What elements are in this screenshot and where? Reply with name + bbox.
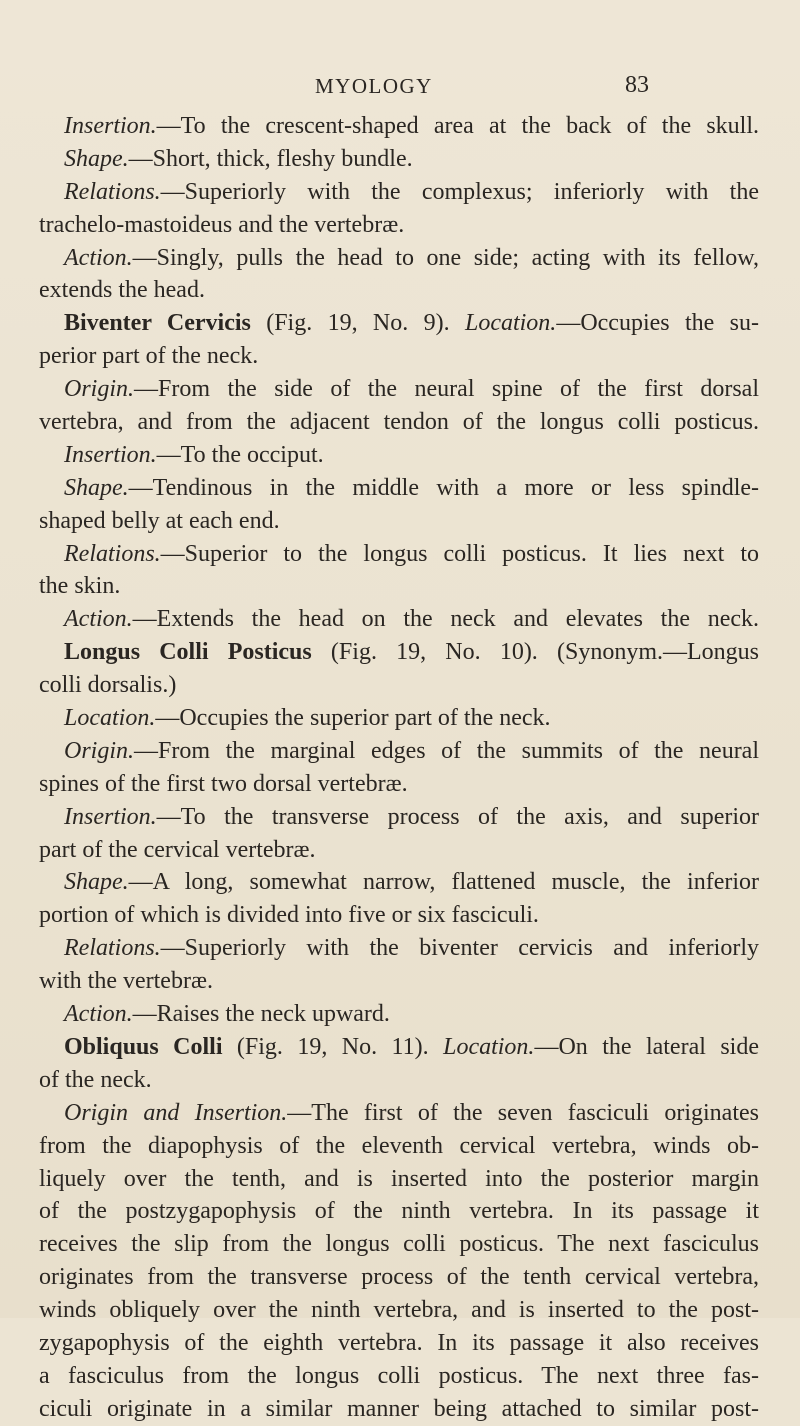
text-line: [39, 570, 759, 603]
text-line: [39, 768, 759, 801]
text-segment: of the neck.: [39, 1066, 152, 1093]
text-segment: —From the marginal edges of the summits of the neural: [134, 737, 759, 764]
field-label: Insertion.: [64, 441, 157, 468]
text-line: [39, 1393, 759, 1426]
muscle-name: Longus Colli Posticus: [64, 639, 312, 666]
field-label: Action.: [64, 1001, 133, 1028]
field-label: Action.: [64, 606, 133, 633]
text-line: [39, 636, 759, 669]
text-segment: spines of the first two dorsal vertebræ.: [39, 770, 408, 797]
field-label: Origin.: [64, 737, 135, 764]
field-label: Relations.: [64, 935, 161, 962]
text-segment: extends the head.: [39, 277, 205, 304]
field-label: Location.: [443, 1033, 535, 1060]
text-segment: —From the side of the neural spine of the first dorsal: [134, 376, 759, 403]
text-line: [39, 1097, 759, 1130]
text-segment: colli dorsalis.): [39, 672, 177, 699]
text-segment: from the diapophysis of the eleventh cervical vertebra, winds ob-: [39, 1132, 759, 1159]
text-segment: —Tendinous in the middle with a more or less spindle-: [128, 474, 759, 501]
text-line: [39, 866, 759, 899]
text-segment: the skin.: [39, 573, 121, 600]
text-line: [39, 340, 759, 373]
text-segment: —Occupies the su-: [556, 310, 759, 337]
text-line: [39, 834, 759, 867]
text-line: [39, 1360, 759, 1393]
text-segment: —On the lateral side: [534, 1033, 759, 1060]
field-label: Location.: [464, 310, 557, 337]
field-label: Location.: [64, 705, 156, 732]
text-segment: liquely over the tenth, and is inserted into the posterior margin: [39, 1165, 759, 1192]
text-segment: (Fig. 19, No. 9).: [250, 310, 465, 337]
text-line: [39, 1261, 759, 1294]
text-segment: shaped belly at each end.: [39, 507, 280, 534]
text-segment: —A long, somewhat narrow, flattened muscle, the inferior: [128, 869, 759, 896]
text-line: [39, 899, 759, 932]
text-segment: trachelo-mastoideus and the vertebræ.: [39, 211, 405, 238]
body-text: [39, 110, 759, 1426]
text-line: [39, 1163, 759, 1196]
text-line: [39, 1130, 759, 1163]
text-line: [39, 242, 759, 275]
text-line: [39, 1195, 759, 1228]
text-segment: of the postzygapophysis of the ninth vertebra. In its passage it: [39, 1198, 759, 1225]
running-head-title: MYOLOGY: [315, 74, 433, 98]
text-segment: zygapophysis of the eighth vertebra. In its passage it also receives: [39, 1329, 759, 1356]
field-label: Shape.: [64, 474, 129, 501]
text-line: [39, 406, 759, 439]
text-segment: —To the occiput.: [156, 441, 324, 468]
text-segment: with the vertebræ.: [39, 968, 213, 995]
text-line: [39, 538, 759, 571]
text-line: [39, 669, 759, 702]
page-number: 83: [625, 72, 649, 98]
text-segment: (Fig. 19, No. 11).: [222, 1033, 444, 1060]
text-segment: originates from the transverse process of the tenth cervical vertebra,: [39, 1264, 759, 1291]
text-line: [39, 932, 759, 965]
text-segment: —To the transverse process of the axis, and superior: [156, 803, 759, 830]
text-line: [39, 965, 759, 998]
running-head: [0, 74, 800, 104]
text-segment: —Short, thick, fleshy bundle.: [128, 145, 413, 172]
field-label: Origin.: [64, 376, 135, 403]
field-label: Action.: [64, 244, 133, 271]
text-line: [39, 472, 759, 505]
text-line: [39, 1064, 759, 1097]
text-segment: —The first of the seven fasciculi originates: [287, 1099, 759, 1126]
muscle-name: Biventer Cervicis: [64, 310, 251, 337]
field-label: Relations.: [64, 178, 161, 205]
text-line: [39, 998, 759, 1031]
text-segment: a fasciculus from the longus colli posticus. The next three fas-: [39, 1362, 759, 1389]
text-segment: ciculi originate in a similar manner being attached to similar post-: [39, 1395, 759, 1422]
text-line: [39, 274, 759, 307]
field-label: Insertion.: [64, 803, 157, 830]
text-segment: (Fig. 19, No. 10). (Synonym.—Longus: [311, 639, 759, 666]
text-line: [39, 702, 759, 735]
text-line: [39, 603, 759, 636]
text-segment: —Extends the head on the neck and elevates the neck.: [132, 606, 759, 633]
text-line: [39, 307, 759, 340]
text-segment: —Singly, pulls the head to one side; acting with its fellow,: [132, 244, 759, 271]
text-line: [39, 176, 759, 209]
text-line: [39, 735, 759, 768]
text-line: [39, 1031, 759, 1064]
text-segment: vertebra, and from the adjacent tendon of the longus colli posticus.: [39, 409, 759, 436]
text-segment: winds obliquely over the ninth vertebra, and is inserted to the post-: [39, 1297, 759, 1324]
field-label: Origin and Insertion.: [64, 1099, 288, 1126]
text-segment: —Raises the neck upward.: [132, 1001, 390, 1028]
text-segment: perior part of the neck.: [39, 343, 259, 370]
text-segment: —Superiorly with the biventer cervicis and inferiorly: [160, 935, 759, 962]
text-segment: —To the crescent-shaped area at the back of the skull.: [156, 113, 759, 139]
text-line: [39, 1294, 759, 1327]
text-segment: —Superior to the longus colli posticus. It lies next to: [160, 540, 759, 567]
field-label: Insertion.: [64, 113, 157, 139]
text-line: [39, 1327, 759, 1360]
text-segment: receives the slip from the longus colli posticus. The next fasciculus: [39, 1231, 759, 1258]
text-line: [39, 143, 759, 176]
text-segment: —Occupies the superior part of the neck.: [155, 705, 551, 732]
text-line: [39, 505, 759, 538]
field-label: Shape.: [64, 145, 129, 172]
text-line: [39, 373, 759, 406]
field-label: Shape.: [64, 869, 129, 896]
text-line: [39, 1228, 759, 1261]
text-line: [39, 209, 759, 242]
text-segment: part of the cervical vertebræ.: [39, 836, 316, 863]
text-segment: —Superiorly with the complexus; inferiorly with the: [160, 178, 759, 205]
muscle-name: Obliquus Colli: [64, 1033, 223, 1060]
text-segment: portion of which is divided into five or six fasciculi.: [39, 902, 539, 929]
text-line: [39, 439, 759, 472]
text-line: [39, 110, 759, 143]
text-line: [39, 801, 759, 834]
field-label: Relations.: [64, 540, 161, 567]
